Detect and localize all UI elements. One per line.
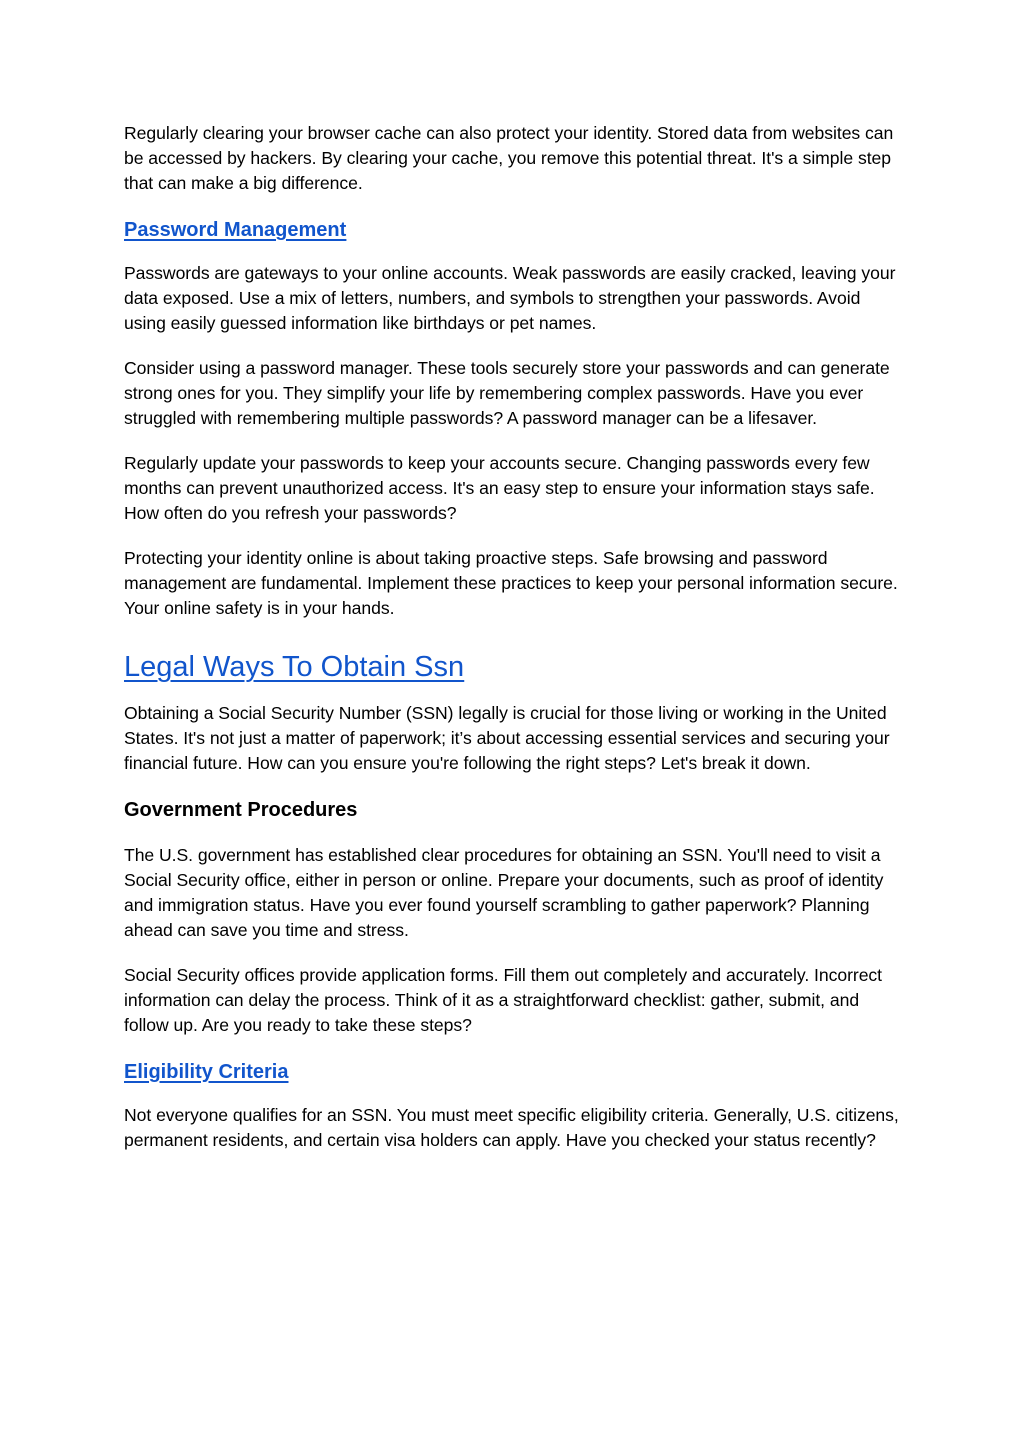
paragraph-passwords-gateways: Passwords are gateways to your online accounts. Weak passwords are easily cracked, leaving your data exposed. Use a mix of letters, numbers, and symbols to strengthen your passwords. Avoid using easily guessed information like birthdays or pet names. [124, 263, 896, 333]
paragraph-obtaining-ssn: Obtaining a Social Security Number (SSN) legally is crucial for those living or working in the United States. It's not just a matter of paperwork; it’s about accessing essential services and securing your financial future. How can you ensure you're following the right steps? Let's break it down. [124, 703, 890, 773]
heading-eligibility-criteria[interactable] [124, 1058, 900, 1086]
eligibility-criteria-link[interactable]: Eligibility Criteria [124, 1061, 289, 1083]
paragraph-update-passwords: Regularly update your passwords to keep your accounts secure. Changing passwords every few months can prevent unauthorized access. It's an easy step to ensure your information stays safe. How often do you refresh your passwords? [124, 453, 875, 523]
heading-legal-ways[interactable] [124, 649, 900, 685]
legal-ways-link[interactable]: Legal Ways To Obtain Ssn [124, 651, 465, 683]
paragraph-application-forms: Social Security offices provide application forms. Fill them out completely and accurately. Incorrect information can delay the process. Think of it as a straightforward checklist: gather, submit, and follow up. Are you ready to take these steps? [124, 965, 883, 1035]
heading-password-management[interactable] [124, 216, 900, 244]
paragraph-eligibility: Not everyone qualifies for an SSN. You must meet specific eligibility criteria. Generally, U.S. citizens, permanent residents, and certain visa holders can apply. Have you checked your status recently? [124, 1105, 899, 1150]
heading-government-procedures: Government Procedures [124, 799, 358, 821]
paragraph-password-manager: Consider using a password manager. These tools securely store your passwords and can generate strong ones for you. They simplify your life by remembering complex passwords. Have you ever struggled with remembering multiple passwords? A password manager can be a lifesaver. [124, 358, 890, 428]
password-management-link[interactable]: Password Management [124, 219, 347, 241]
paragraph-government-procedures: The U.S. government has established clear procedures for obtaining an SSN. You'll need to visit a Social Security office, either in person or online. Prepare your documents, such as proof of identity and immigration status. Have you ever found yourself scrambling to gather paperwork? Planning ahead can save you time and stress. [124, 845, 884, 940]
paragraph-cache: Regularly clearing your browser cache can also protect your identity. Stored data from websites can be accessed by hackers. By clearing your cache, you remove this potential threat. It's a simple step that can make a big difference. [124, 123, 894, 193]
document-page [124, 121, 900, 1173]
paragraph-protecting-identity: Protecting your identity online is about taking proactive steps. Safe browsing and password management are fundamental. Implement these practices to keep your personal information secure. Your online safety is in your hands. [124, 548, 898, 618]
